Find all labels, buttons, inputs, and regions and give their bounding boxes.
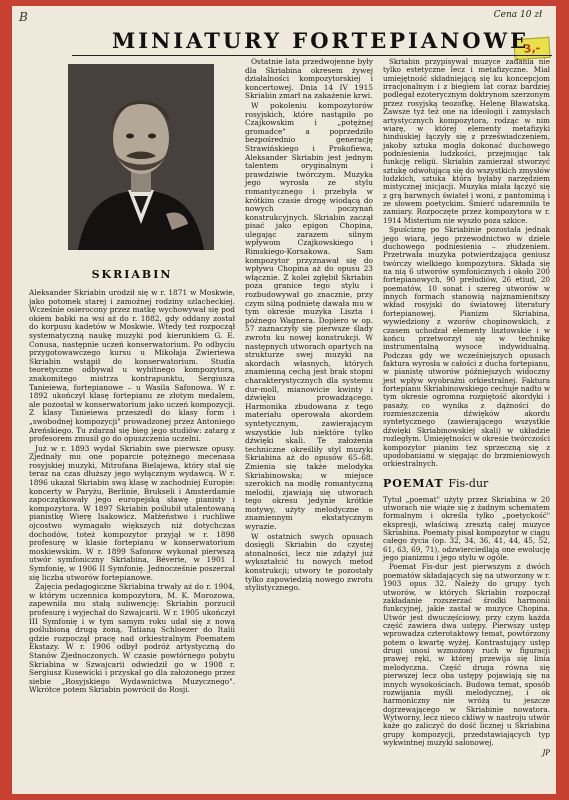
article-column-1 [29,268,235,696]
paragraph: Aleksander Skriabin urodził się w r. 1871 w Moskwie, jako potomek starej i zamożnej rodziny szlacheckiej. Wcześnie osierocony przez matkę wychowywał się pod okiem babki na wsi aż do r. 1882, gdy oddany został do korpusu kadetów w Moskwie. Wtedy też rozpoczął systematyczną naukę muzyki pod kierunkiem G. E. Conusa, następnie uczeń konserwatorium. Po odbyciu przygotowawczego kursu u Mikołaja Zwieriewa Skriabin wstąpił do konserwatorium. Studia teoretyczne odbywał u wybitnego kompozytora, znakomitego mistrza kontrapunktu, Sergiusza Tanieiewa, fortepianowe – u Wasila Safonowa. W r. 1892 ukończył klasę fortepianu ze złotym medalem, ale pozostał w konserwatorium jako uczeń kompozycji. Z klasy Tanieiewa przeszedł do klasy form i „swobodnej kompozycji" prowadzonej przez Antoniego Areńskiego. Tu zdarzał się bieg jego studiów: zatarg z profesorem zmusił go do opuszczenia uczelni. [29,288,235,444]
price-label: Cena 10 zł [493,10,542,20]
paragraph: W pokoleniu kompozytorów rosyjskich, które nastąpiło po Czajkowskim i „potężnej gromadce" a poprzedziło bezpośrednio generację Strawińskiego i Prokofiewa, Aleksander Skriabin jest jednym talentem oryginalnym i prawdziwie twórczym. Muzyka jego wyrosła ze stylu romantycznego i przebyła w krótkim czasie drogę wiodącą do nowych poczynań konstrukcyjnych. Skriabin zaczął pisać jako epigon Chopina, ulegając zarazem silnym wpływom Czajkowskiego i Rimskiego-Korsakowa. Sam kompozytor przyznawał się do wpływu Chopina aż do opusu 23 włącznie. Z kolei zgłębił Skriabin poza granice tego stylu i rozbudowywał go znacznie, przy czym silną podnietę dawała mu w tym okresie muzyka Liszta i późnego Wagnera. Dopiero w op. 57 zaznaczyły się pierwsze ślady zwrotu ku nowej konstrukcji. W następnych utworach opartych na strukturze swej muzyki na akordach własnych, których znamienną cechą jest brak stopni charakterystycznych dla systemu dur-moll, mianowicie kwinty i dźwięku prowadzącego. Harmonika zbudowana z tego materiału operowała akordem syntetycznym, zawierającym wszystkie lub niektóre tylko dźwięki skali. Te założenia techniczne określiły styl muzyki Skriabina aż do opusów 65–68. Zmienia się także melodyka Skriabinowska; w miejsce szerokich na modłę romantyczną melodii, zjawiają się utworach tego okresu jedynie krótkie motywy, użyty melodyczne o znamiennym ekstatycznym wyrazie. [245,100,373,532]
document-page [12,6,556,794]
corner-handwritten-mark: B [19,10,28,24]
title-rule [72,55,552,56]
article-column-3 [383,58,550,757]
paragraph: Ostatnie lata przedwojenne były dla Skriabina okresem żywej działalności kompozytorskiej i koncertowej. Dnia 14 IV 1915 Skriabin zmarł na zakażenie krwi. [245,57,373,101]
paragraph: Tytuł „poemat" użyty przez Skriabina w 20 utworach nie wiąże się z żadnym schematem formalnym i określa tylko „poetyckość" ekspresji, właściwą zresztą całej muzyce Skriabina. Poematy pisał kompozytor w ciągu całego życia (op. 32, 34, 36, 41, 44, 45, 52, 61, 63, 69, 71), odzwierciedlają one ewolucję jego pianizmu i jego stylu w ogóle. [383,494,550,563]
paragraph: Zajęcia pedagogiczne Skriabina trwały aż do r. 1904, w którym uczennica kompozytora, M. K. Morozowa, zapewniła mu stałą subwencję: Skriabin porzucił profesurę i wyjechał do Szwajcarii. W r. 1905 ukończył III Symfonię i w tym samym roku udał się z nową poślubioną drugą żoną, Tatianą Schloezer do Italii gdzie rozpoczął pracę nad orkiestralnym Poematem Ekstazy. W r. 1906 odbył podróż artystyczną do Stanów Zjednoczonych. W czasie powtórnego pobytu Skriabina w Szwajcarii odwiedził go w 1908 r. Sergiusz Kusewicki i przyskał go dla założonego przez siebie „Rosyjskiego Wydawnictwa Muzycznego". Wkrótce potem Skriabin powrócił do Rosji. [29,582,235,695]
paragraph: Skriabin przypisywał muzyce zadania nie tylko estetyczne lecz i metafizyczne. Miał umiejętność składniejącą się ku koncepcjom irracjonalnym i z biegiem lat coraz bardziej podlegał ezoterycznym doktrynom szerzonym przez rosyjską teozofkę, Helenę Bławatską. Zawsze tyż też one na ideologii i zamysłach artystycznych kompozytora, rodząc w nim wiarę, w której elementy metafizyki hinduskiej łączyły się z przeświadczeniem, jakoby sztuka mogła dokonać duchowego podniesienia ludzkości, przejmując tak funkcję religii. Skriabin zamierzał stworzyć sztukę odwołującą się do wszystkich zmysłów ludzkich, sztuka która byłaby narzędziem mistycznej inicjacji. Muzyka miała łączyć się z grą barwnych świateł i woni, z pantomimą i ze słowem poetyckim. Śmierć udaremniła te zamiary. Rozpoczęte przez kompozytora w r. 1914 Misterium nie wyszło poza szkice. [383,57,550,225]
page-title: MINIATURY FORTEPIANOWE [112,28,530,53]
section-heading-poemat [383,477,550,490]
portrait-illustration [68,64,214,250]
paragraph: Już w r. 1893 wydał Skriabin swe pierwsze opusy. Zjednały mu one poparcie potężnego mecenasa rosyjskiej muzyki, Mitrofana Bielajewa, który stał się teraz na czas dłuższy jego wyłącznym wydawcą. W r. 1896 ukazał Skriabin swą klasę w zachodniej Europie: koncerty w Paryżu, Berlinie, Brukseli i Amsterdamie zapoczątkowały jego europejską sławę pianisty i kompozytora. W 1897 Skriabin poślubił utalentowaną pianistkę Wierę Isakowicz. Małżeństwo i ruchliwe ojcostwo wymagało większych niż dotychczas dochodów, toteż kompozytor przyjął w r. 1898 profesurę w klasie fortepianu w konserwatorium moskiewskim. W r. 1899 Safonow wykonał pierwszą utwór symfoniczny Skriabina, Béverie, w 1901 I Symfonię, w 1906 II Symfonię. Jednocześnie poszerzał się liczba utworów fortepianowe. [29,443,235,582]
paragraph: Poemat Fis-dur jest pierwszym z dwóch poematów składających się na utworzony w r. 1903 opus 32. Należy do grupy tych utworów, w których Skriabin rozpoczął zakładanie rozszerzać środki harmonii funkcyjnej, jakie zastał w muzyce Chopina. Utwór jest dwuczęściowy, przy czym każda część zawiera dwa ustępy. Pierwszy ustęp wprowadza czterotaktowy temat, powtórzony potem o kwartę wyżej. Kontrastujący ustęp drugi unosi wzmożony ruch w figuracji prawej ręki, w której przewija się linia melodyczna. Część druga równa się pierwszej lecz oba ustępy pojawiają się na innych wysokościach. Budowa temat, sposób rozwijania myśli melodycznej, i ok harmoniczny nie wróżą tu jeszcze dojrzewającego w Skriabinie nowatora. Wytworny, lecz nieco ckliwy w nastroju utwór każe go zaliczyć do dość licznej u Skriabina grupy kompozycji, przedstawiających typ wykwintnej muzyki salonowej. [383,562,550,748]
article-column-2 [245,58,373,594]
composer-portrait-image [68,64,214,250]
poemat-key: Fis-dur [448,476,489,490]
paragraph: Spuściznę po Skriabinie pozostała jednak jego wiara, jego przewodnictwo w dziele duchowego podniesienia – złudzeniem. Przetrwała muzyka potwierdzająca geniusz twórczy wielkiego kompozytora. Składa się na nią 6 utworów symfonicznych i około 200 fortepianowych, 90 preludiów, 26 etiud, 20 poematów, 10 sonat i szereg utworów w innych formach stanowią najznamienitszy wkład rosyjski do światowej literatury fortepianowej. Pianizm Skriabina, wywiedziony z wzorów chopinowskich, z czasem uchodzał elementy lisztowskie i w końcu przetworzył się w technikę instrumentalną wysoce indywidualną. Podczas gdy we wcześniejszych opusach faktura wyrosła w całości z ducha fortepianu, w pianistę utworów późniejszych widoczny jest wpływ wyobraźni orkiestralnej. Faktura fortepianu Skriabinowskiego cechuje nadto w tym okresie ogromna rozpiętość akordyki i pasaży, co wynika z dążności do rozmieszczenia dźwięków akordu syntetycznego (zawierającego wszystkie dźwięki Skriabinowskiej skali) w układzie rozległym. Umiejętności w okresie twórczości kompozytor pianim tez sprzeczną się z upodobaniami w sięgając do brzmieniowych orkiestralnych. [383,225,550,469]
paragraph: W ostatnich swych opusach dosięgli Skriabin do czystej atonalności, lecz nie zdążył już wykształcić tu nowych metod konstrukcji; utwory te pozostały tylko zapowiedzią nowego zwrotu stylistycznego. [245,531,373,593]
section-heading-skriabin: SKRIABIN [91,268,173,281]
author-signature: JP [542,749,550,758]
price-sticker: 3,- [513,37,550,60]
poemat-title: POEMAT [383,476,444,490]
